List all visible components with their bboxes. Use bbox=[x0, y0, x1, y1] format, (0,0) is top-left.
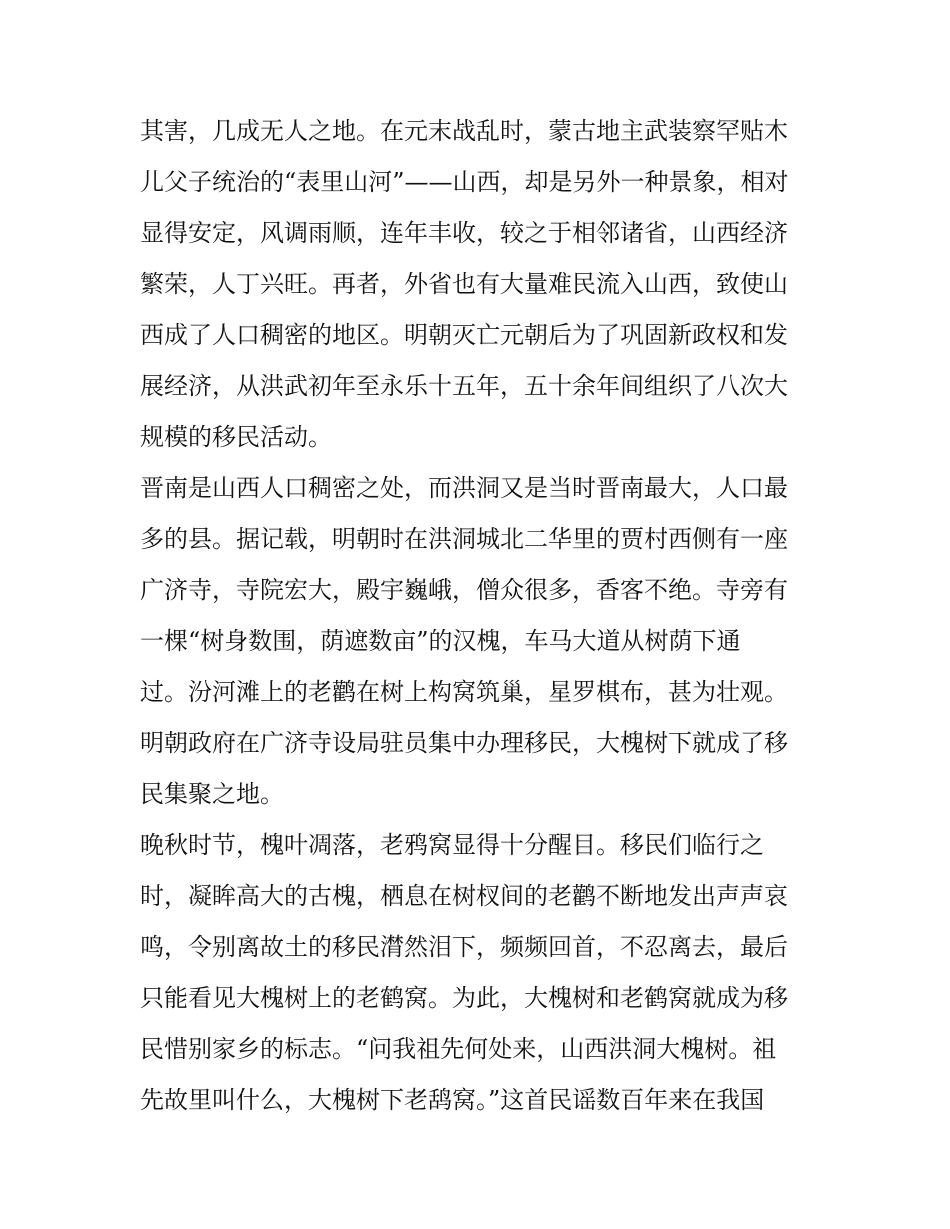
text-line: 规模的移民活动。 bbox=[140, 423, 332, 451]
text-line: 广济寺，寺院宏大，殿宇巍峨，僧众很多，香客不绝。寺旁有 bbox=[140, 576, 788, 604]
text-line: 展经济，从洪武初年至永乐十五年，五十余年间组织了八次大 bbox=[140, 372, 788, 400]
body-text bbox=[140, 106, 820, 1126]
text-line: 晚秋时节，槐叶凋落，老鸦窝显得十分醒目。移民们临行之 bbox=[140, 831, 764, 859]
text-line: 明朝政府在广济寺设局驻员集中办理移民，大槐树下就成了移 bbox=[140, 729, 788, 757]
text-line: 时，凝眸高大的古槐，栖息在树杈间的老鹳不断地发出声声哀 bbox=[140, 882, 788, 910]
text-line: 民集聚之地。 bbox=[140, 780, 284, 808]
text-line: 只能看见大槐树上的老鹤窝。为此，大槐树和老鹤窝就成为移 bbox=[140, 984, 788, 1012]
text-line: 鸣，令别离故土的移民潸然泪下，频频回首，不忍离去，最后 bbox=[140, 933, 788, 961]
text-line: 一棵“树身数围，荫遮数亩”的汉槐，车马大道从树荫下通 bbox=[140, 627, 741, 655]
text-line: 西成了人口稠密的地区。明朝灭亡元朝后为了巩固新政权和发 bbox=[140, 321, 788, 349]
text-line: 多的县。据记载，明朝时在洪洞城北二华里的贾村西侧有一座 bbox=[140, 525, 788, 553]
text-line: 繁荣，人丁兴旺。再者，外省也有大量难民流入山西，致使山 bbox=[140, 270, 788, 298]
text-line: 民惜别家乡的标志。“问我祖先何处来，山西洪洞大槐树。祖 bbox=[140, 1035, 777, 1063]
text-line: 其害，几成无人之地。在元末战乱时，蒙古地主武装察罕贴木 bbox=[140, 117, 788, 145]
text-line: 过。汾河滩上的老鹳在树上构窝筑巢，星罗棋布，甚为壮观。 bbox=[140, 678, 788, 706]
text-line: 显得安定，风调雨顺，连年丰收，较之于相邻诸省，山西经济 bbox=[140, 219, 788, 247]
text-line: 儿父子统治的“表里山河”——山西，却是另外一种景象，相对 bbox=[140, 168, 789, 196]
text-line: 先故里叫什么，大槐树下老鸹窝。”这首民谣数百年来在我国 bbox=[140, 1086, 765, 1114]
text-line: 晋南是山西人口稠密之处，而洪洞又是当时晋南最大，人口最 bbox=[140, 474, 788, 502]
